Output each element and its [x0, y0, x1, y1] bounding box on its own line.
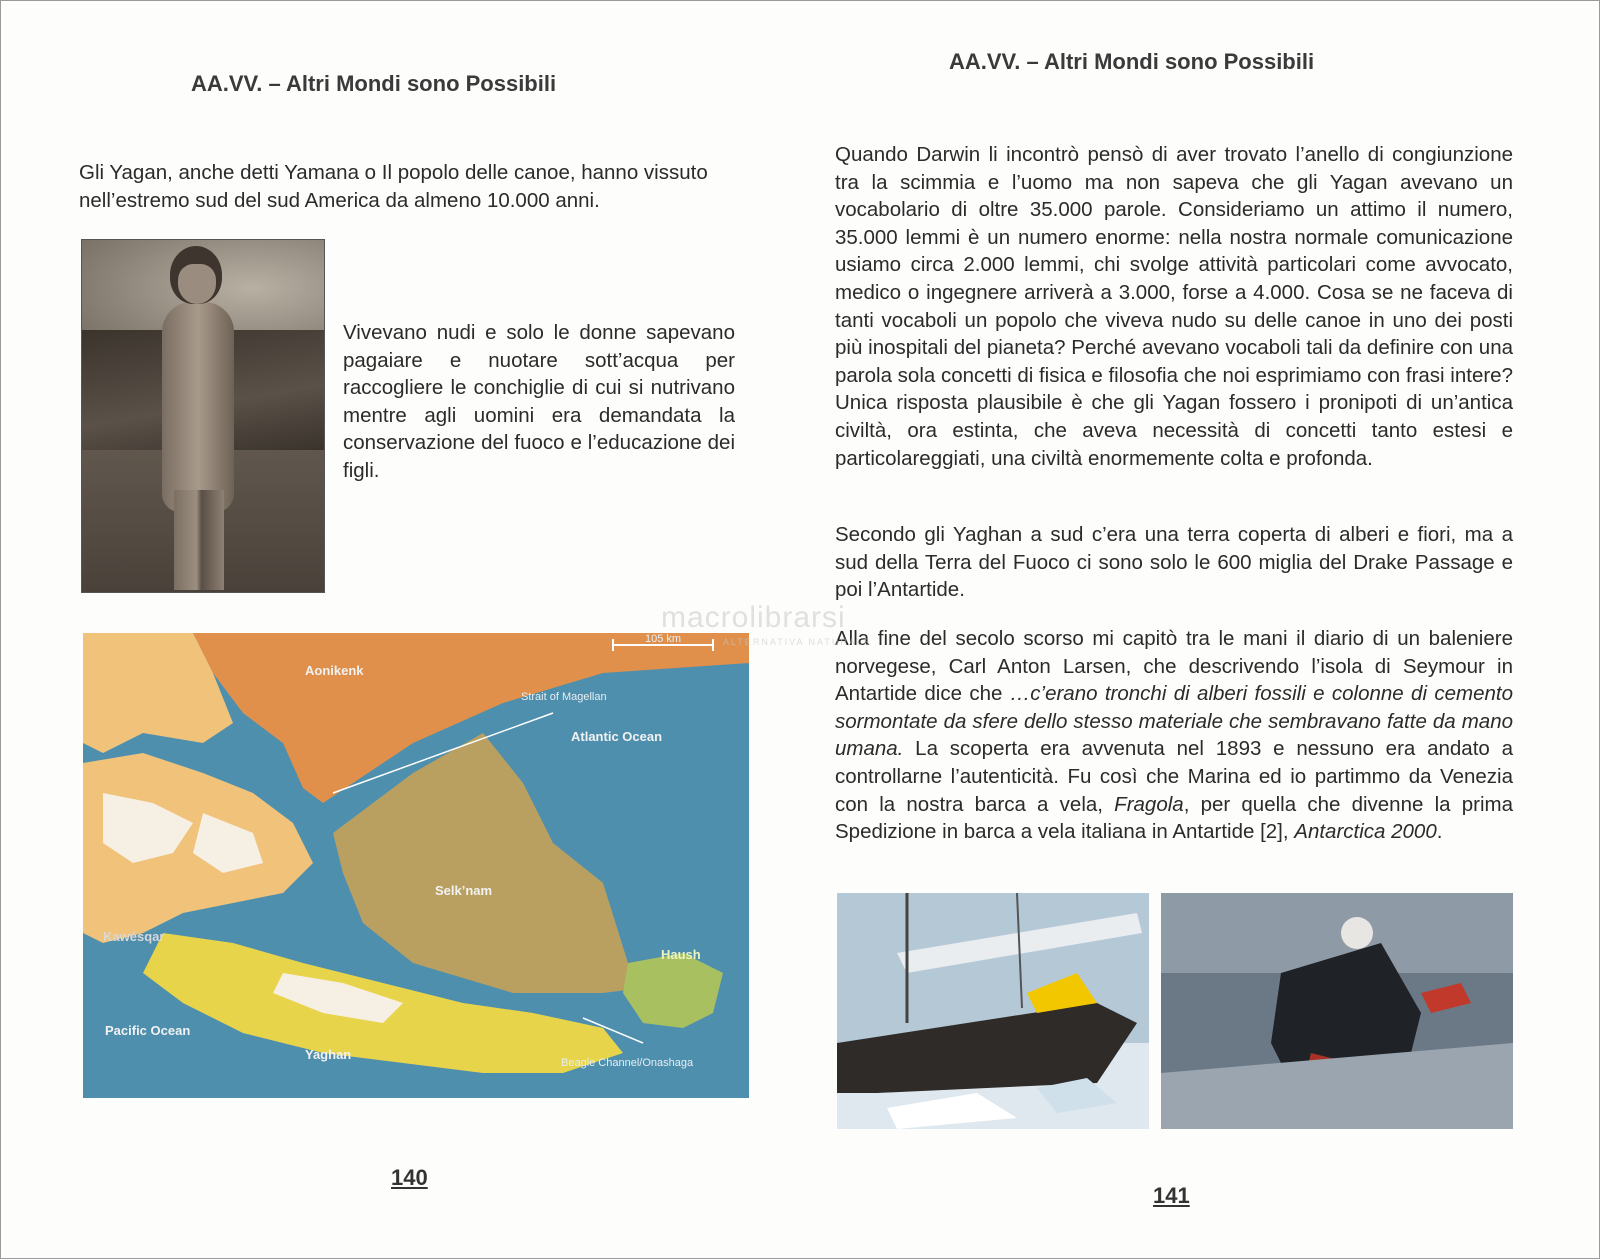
watermark-tagline: ALTERNATIVA NATURALE	[723, 637, 872, 647]
watermark-brand: macrolibrarsi	[661, 601, 846, 634]
boat-name: Fragola	[1114, 792, 1184, 816]
map-scale-label: 105 km	[645, 633, 682, 645]
larsen-text-3: , per quella che divenne la prima Spedizione in barca a vela italiana in Antartide [2],	[835, 792, 1513, 844]
running-head: AA.VV. – Altri Mondi sono Possibili	[949, 49, 1315, 74]
page-number: 141	[1153, 1183, 1190, 1208]
intro-paragraph: Gli Yagan, anche detti Yamana o Il popolo delle canoe, hanno vissuto nell’estremo sud del sud America da almeno 10.000 anni.	[79, 161, 708, 212]
map-label-atlantic: Atlantic Ocean	[571, 729, 663, 744]
map-label-pacific: Pacific Ocean	[105, 1023, 191, 1038]
map-label-selknam: Selk’nam	[435, 883, 493, 898]
paragraph-darwin: Quando Darwin li incontrò pensò di aver trovato l’anello di congiunzione tra la scimmia e l’uomo ma non sapeva che gli Yagan avevano un vocabolario di oltre 35.000 parole. Consideriamo un attimo il numero, 35.000 lemmi è un numero enorme: nella nostra normale comunicazione usiamo circa 2.000 lemmi, chi svolge attività particolari come avvocato, medico o ingegnere arriverà a 3.000, forse a 4.000. Cosa se ne faceva di tanti vocaboli un popolo che viveva nudo su delle canoe in uno dei posti più inospitali del pianeta? Perché avevano vocaboli tali da definire con una parola sola concetti di fisica e filosofia che noi esprimiamo con frasi intere? Unica risposta plausibile è che gli Yagan fossero i pronipoti di un’antica civiltà, ora estinta, che aveva necessità di concetti tanto estesi e particolareggiati, una civiltà enormemente colta e profonda.	[835, 143, 1513, 470]
sailboat-photo	[837, 893, 1149, 1129]
yagan-child-photo	[81, 239, 325, 593]
running-head: AA.VV. – Altri Mondi sono Possibili	[191, 71, 557, 96]
map-label-strait: Strait of Magellan	[521, 691, 607, 703]
larsen-text-2: La scoperta era avvenuta nel 1893 e nessuno era andato a controllarne l’autenticità. Fu così che Marina ed io partimmo da Venezia con la nostra barca a vela,	[835, 737, 1513, 816]
paragraph-larsen	[835, 625, 1513, 846]
map-label-beagle: Beagle Channel/Onashaga	[561, 1057, 694, 1069]
page-number: 140	[391, 1165, 428, 1190]
map-label-haush: Haush	[661, 947, 701, 962]
tierra-del-fuego-map	[83, 633, 749, 1098]
larsen-text-4: .	[1436, 820, 1443, 844]
map-label-aonikenk: Aonikenk	[305, 663, 364, 678]
larsen-text-1: Alla fine del secolo scorso mi capitò tra le mani il diario di un baleniere norvegese, Carl Anton Larsen, che descrivendo l’isola di Seymour in Antartide dice che	[835, 627, 1513, 706]
map-label-yaghan: Yaghan	[305, 1047, 352, 1062]
crew-photo	[1161, 893, 1513, 1129]
side-paragraph: Vivevano nudi e solo le donne sapevano pagaiare e nuotare sott’acqua per raccogliere le conchiglie di cui si nutrivano mentre agli uomini era demandata la conservazione del fuoco e l’educazione dei figli.	[343, 321, 735, 482]
expedition-name: Antarctica 2000	[1294, 820, 1437, 844]
right-page	[801, 1, 1599, 1258]
map-label-kawesqar: Kawésqar	[103, 929, 165, 944]
paragraph-yaghan-south: Secondo gli Yaghan a sud c’era una terra coperta di alberi e fiori, ma a sud della Terra del Fuoco ci sono solo le 600 miglia del Drake Passage e poi l’Antartide.	[835, 523, 1513, 602]
larsen-quote: …c’erano tronchi di alberi fossili e colonne di cemento sormontate da sfere dello stesso materiale che sembravano fatte da mano umana.	[835, 682, 1513, 761]
